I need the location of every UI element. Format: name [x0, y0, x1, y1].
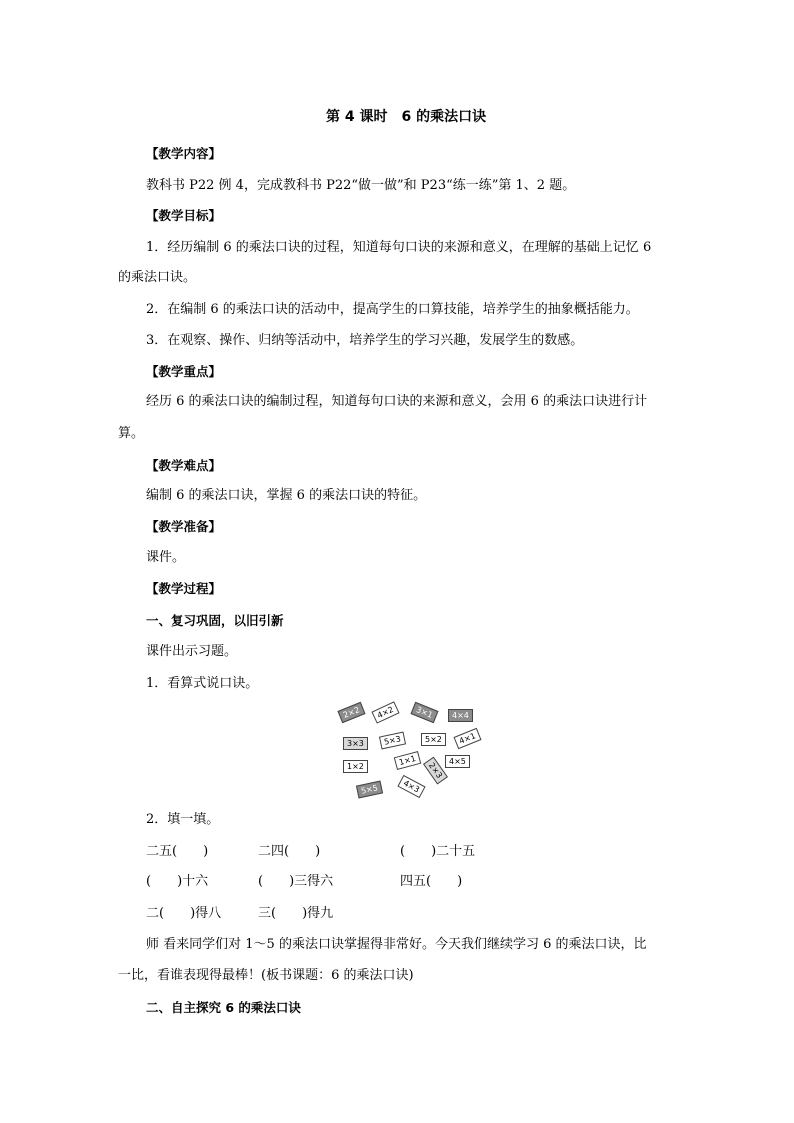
part-1-heading: 一、复习巩固，以旧引新 [146, 613, 284, 628]
section-heading-goals: 【教学目标】 [146, 208, 222, 223]
card: 5×5 [356, 781, 383, 799]
question-1: 1．看算式说口诀。 [146, 676, 259, 691]
fill-blank-item: 二五( ) [146, 844, 209, 859]
fill-blank-item: ( )十六 [146, 874, 209, 889]
card: 4×2 [371, 701, 399, 723]
fill-blank-item: 三( )得九 [258, 906, 334, 921]
card: 3×1 [410, 702, 438, 723]
card: 4×4 [448, 709, 473, 722]
section-heading-process: 【教学过程】 [146, 581, 222, 596]
multiplication-cards-figure [335, 700, 485, 800]
card: 2×2 [337, 702, 365, 723]
card: 4×5 [445, 755, 470, 768]
goal-3: 3．在观察、操作、归纳等活动中，培养学生的学习兴趣，发展学生的数感。 [146, 333, 584, 348]
goal-2: 2．在编制 6 的乘法口诀的活动中，提高学生的口算技能，培养学生的抽象概括能力。 [146, 302, 639, 317]
card: 5×2 [421, 733, 446, 746]
key-line-1: 经历 6 的乘法口诀的编制过程，知道每句口诀的来源和意义，会用 6 的乘法口诀进行计 [146, 394, 648, 409]
fill-blank-item: 二( )得八 [146, 906, 222, 921]
fill-blank-item: 四五( ) [400, 874, 463, 889]
card: 1×2 [343, 760, 368, 773]
fill-blank-item: 二四( ) [258, 844, 321, 859]
teacher-line-2: 一比，看谁表现得最棒！(板书课题：6 的乘法口诀) [118, 968, 414, 983]
card: 2×3 [423, 757, 448, 785]
preparation-text: 课件。 [146, 550, 186, 565]
section-heading-difficulty: 【教学难点】 [146, 458, 222, 473]
card: 4×1 [453, 728, 481, 749]
teacher-line-1: 师 看来同学们对 1～5 的乘法口诀掌握得非常好。今天我们继续学习 6 的乘法口诀，比 [146, 937, 647, 952]
part-2-heading: 二、自主探究 6 的乘法口诀 [146, 1000, 301, 1015]
fill-blank-item: ( )二十五 [400, 844, 476, 859]
goal-1-line-1: 1．经历编制 6 的乘法口诀的过程，知道每句口诀的来源和意义，在理解的基础上记忆 6 [146, 240, 652, 255]
difficulty-text: 编制 6 的乘法口诀，掌握 6 的乘法口诀的特征。 [146, 488, 427, 503]
section-heading-preparation: 【教学准备】 [146, 519, 222, 534]
question-2: 2．填一填。 [146, 812, 220, 827]
section-heading-key: 【教学重点】 [146, 364, 222, 379]
card: 3×3 [343, 737, 368, 750]
key-line-2: 算。 [118, 426, 145, 441]
card: 5×3 [379, 732, 406, 750]
goal-1-line-2: 的乘法口诀。 [118, 270, 197, 285]
part-1-text: 课件出示习题。 [146, 644, 238, 659]
section-heading-content: 【教学内容】 [146, 146, 222, 161]
card: 1×1 [394, 751, 421, 770]
page-title: 第 4 课时 6 的乘法口诀 [326, 109, 487, 125]
content-text: 教科书 P22 例 4，完成教科书 P22“做一做”和 P23“练一练”第 1、2 题。 [146, 178, 576, 193]
card: 4×3 [397, 775, 425, 798]
fill-blank-item: ( )三得六 [258, 874, 334, 889]
